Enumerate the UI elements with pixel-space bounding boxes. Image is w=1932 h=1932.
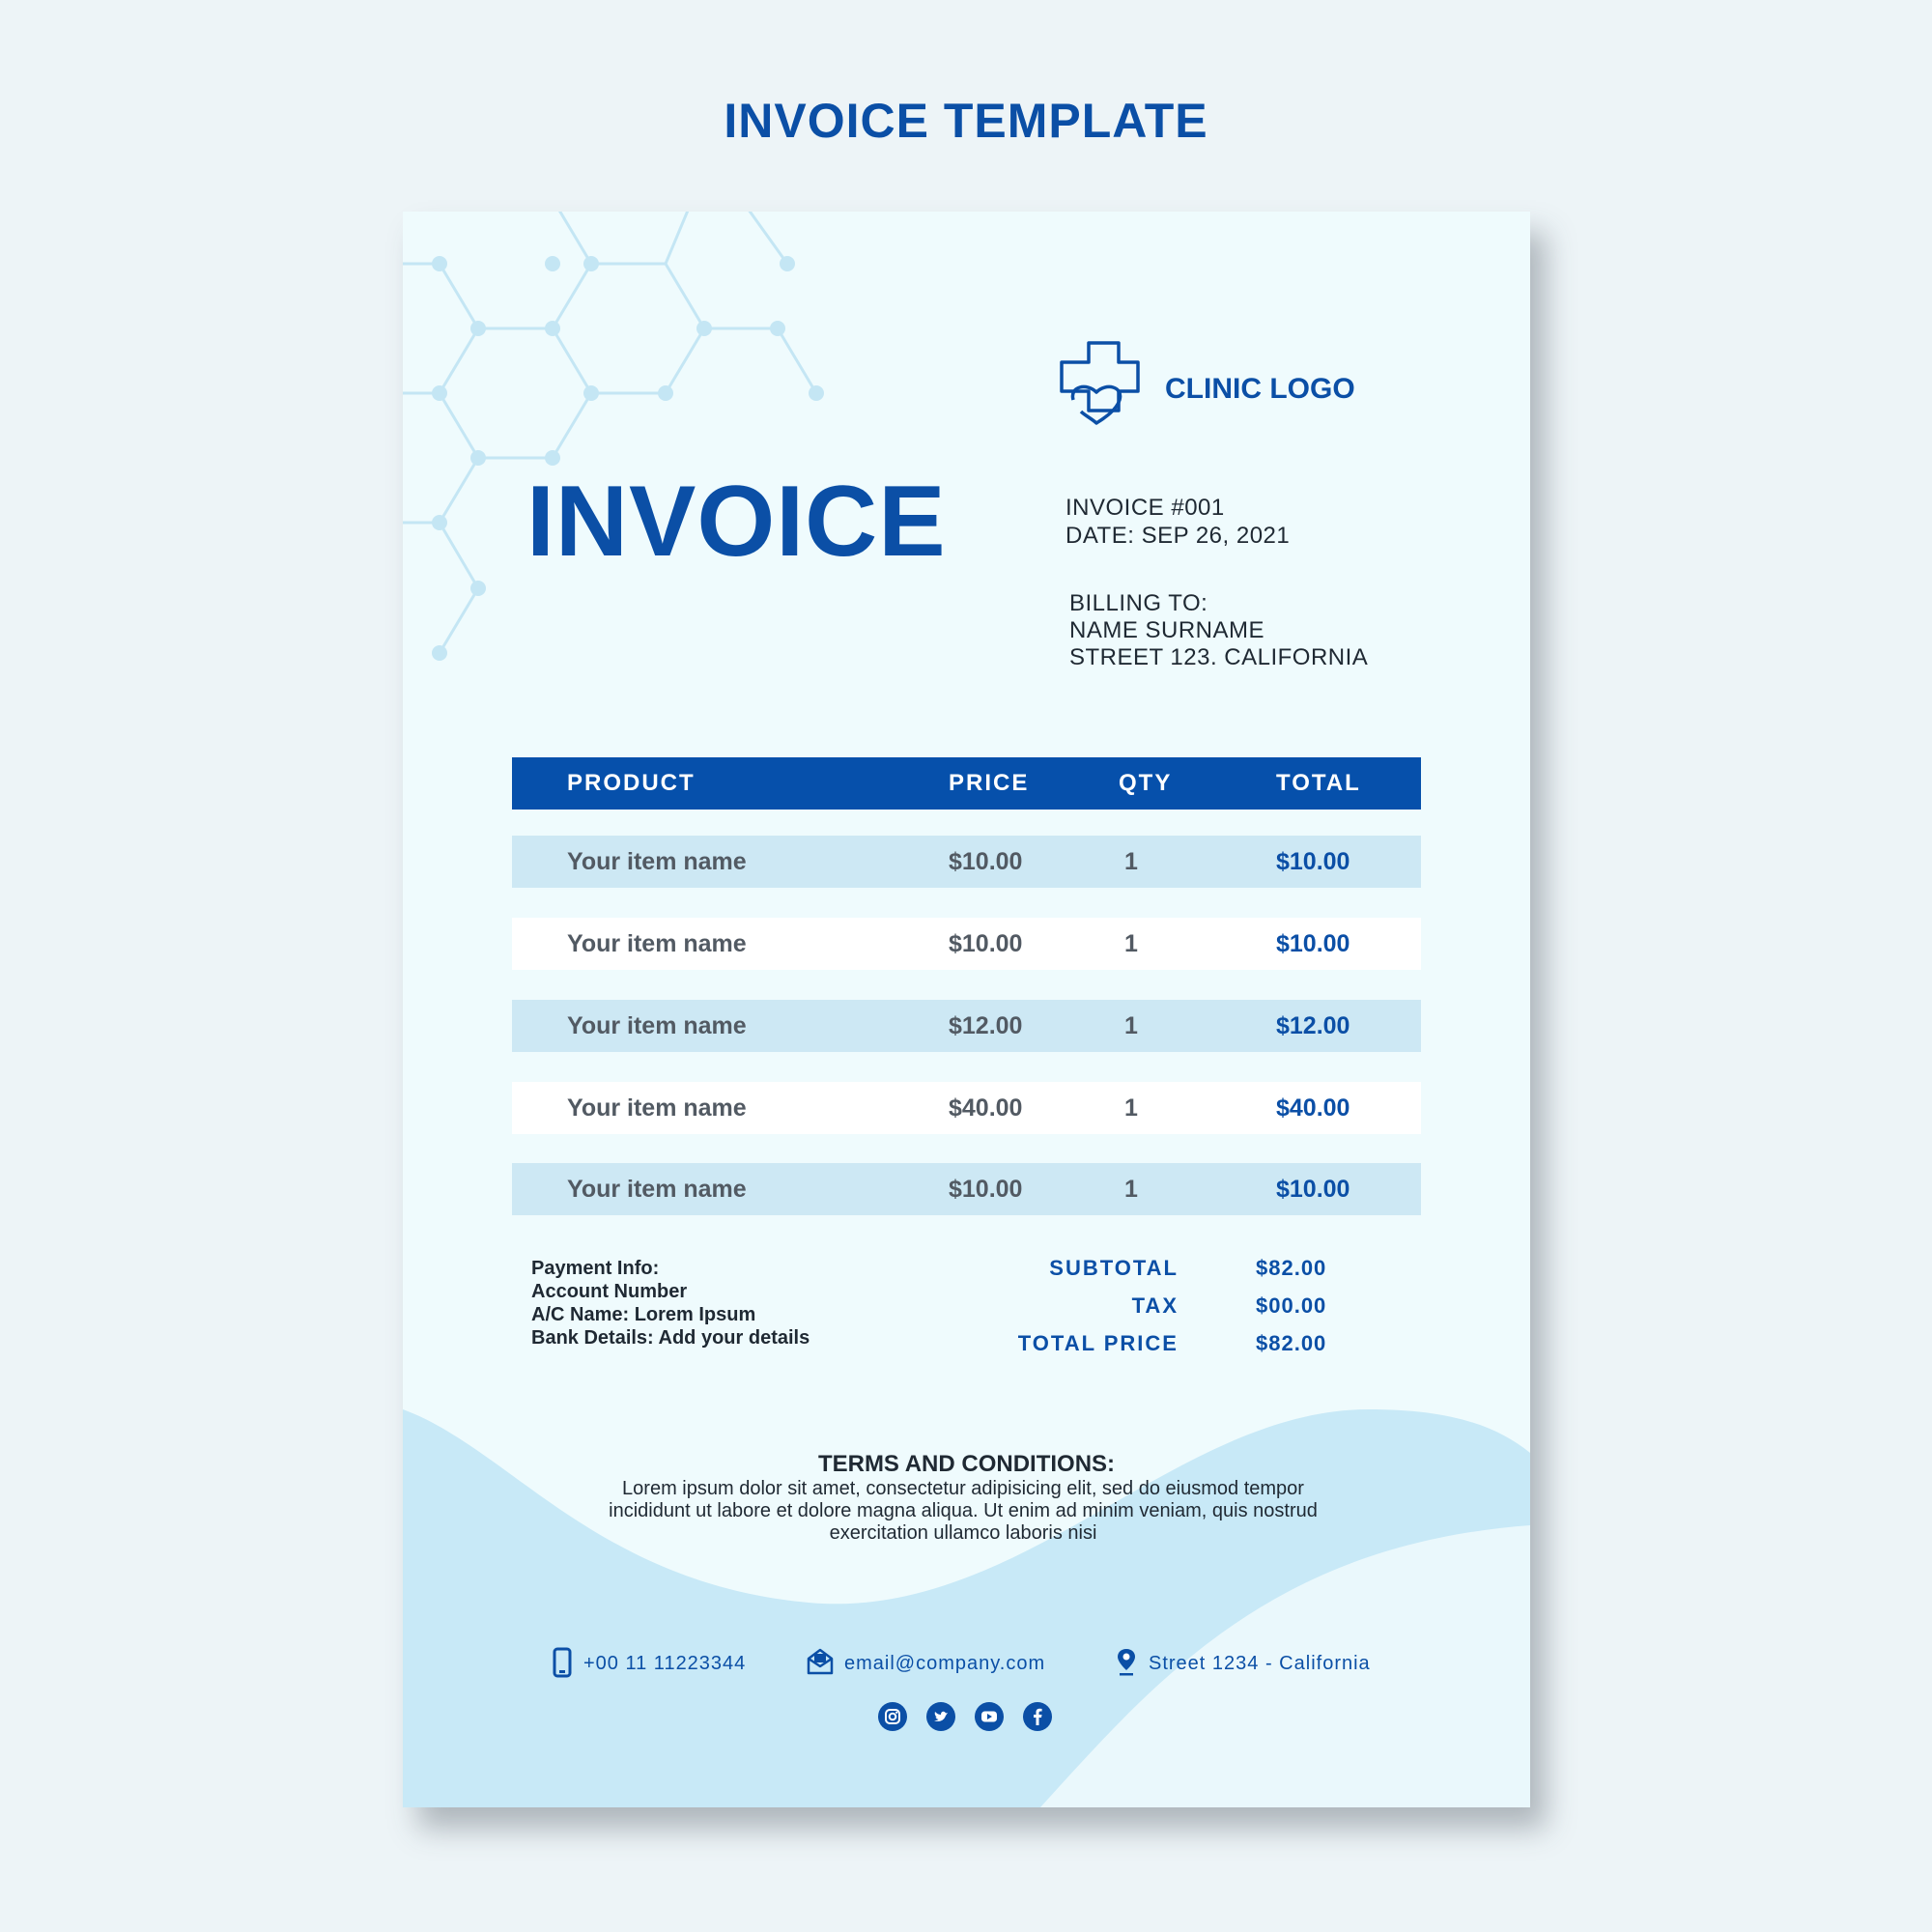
hexagon-pattern — [403, 212, 847, 695]
row-product: Your item name — [567, 930, 747, 957]
billing-address: STREET 123. CALIFORNIA — [1069, 644, 1369, 670]
clinic-logo-text: CLINIC LOGO — [1165, 373, 1355, 405]
invoice-date: DATE: SEP 26, 2021 — [1065, 523, 1291, 549]
table-row — [512, 1000, 1421, 1052]
row-product: Your item name — [567, 1012, 747, 1039]
header-price: PRICE — [949, 770, 1030, 796]
subtotal-label: SUBTOTAL — [1049, 1256, 1179, 1280]
row-total: $10.00 — [1276, 1176, 1350, 1203]
terms-line: exercitation ullamco laboris nisi — [829, 1522, 1097, 1544]
contact-phone[interactable] — [553, 1653, 746, 1675]
table-header — [512, 757, 1421, 810]
invoice-meta — [1065, 494, 1290, 550]
row-price: $40.00 — [949, 1094, 1023, 1122]
youtube-icon[interactable] — [975, 1702, 1004, 1731]
table-row — [512, 836, 1421, 888]
payment-info — [531, 1257, 810, 1350]
email-text: email@company.com — [844, 1653, 1046, 1674]
row-total: $12.00 — [1276, 1012, 1350, 1039]
row-qty: 1 — [1124, 1176, 1138, 1203]
billing-info — [1069, 590, 1368, 671]
row-price: $10.00 — [949, 930, 1023, 957]
table-row — [512, 918, 1421, 970]
payment-label: Payment Info: — [531, 1258, 660, 1279]
address-text: Street 1234 - California — [1149, 1653, 1371, 1674]
invoice-title: INVOICE — [526, 466, 947, 578]
row-product: Your item name — [567, 1094, 747, 1122]
total-price-label: TOTAL PRICE — [1017, 1331, 1179, 1355]
row-total: $40.00 — [1276, 1094, 1350, 1122]
row-price: $10.00 — [949, 1176, 1023, 1203]
row-qty: 1 — [1124, 1094, 1138, 1122]
facebook-icon[interactable] — [1023, 1702, 1052, 1731]
page-title: INVOICE TEMPLATE — [724, 94, 1208, 148]
row-qty: 1 — [1124, 1012, 1138, 1039]
subtotal-value: $82.00 — [1256, 1256, 1327, 1280]
billing-label: BILLING TO: — [1069, 590, 1208, 616]
payment-account: Account Number — [531, 1281, 688, 1302]
payment-bank: Bank Details: Add your details — [531, 1327, 810, 1349]
contact-email[interactable] — [806, 1653, 1045, 1675]
phone-text: +00 11 11223344 — [583, 1653, 747, 1674]
row-total: $10.00 — [1276, 930, 1350, 957]
payment-ac-name: A/C Name: Lorem Ipsum — [531, 1304, 756, 1325]
email-icon — [806, 1647, 835, 1676]
row-price: $10.00 — [949, 848, 1023, 875]
contact-address[interactable] — [1116, 1653, 1371, 1675]
terms-line: incididunt ut labore et dolore magna aliqua. Ut enim ad minim veniam, quis nostrud — [609, 1500, 1318, 1521]
table-row — [512, 1082, 1421, 1134]
header-total: TOTAL — [1276, 770, 1361, 796]
row-product: Your item name — [567, 1176, 747, 1203]
tax-label: TAX — [1131, 1293, 1179, 1318]
terms-line: Lorem ipsum dolor sit amet, consectetur adipisicing elit, sed do eiusmod tempor — [622, 1478, 1304, 1499]
invoice-number: INVOICE #001 — [1065, 495, 1225, 521]
terms-title: TERMS AND CONDITIONS: — [817, 1451, 1116, 1477]
table-row — [512, 1163, 1421, 1215]
twitter-icon[interactable] — [926, 1702, 955, 1731]
row-qty: 1 — [1124, 848, 1138, 875]
header-product: PRODUCT — [567, 770, 696, 796]
row-total: $10.00 — [1276, 848, 1350, 875]
terms-body — [528, 1478, 1398, 1545]
row-product: Your item name — [567, 848, 747, 875]
phone-icon — [553, 1647, 572, 1678]
row-qty: 1 — [1124, 930, 1138, 957]
billing-name: NAME SURNAME — [1069, 617, 1265, 643]
total-price-value: $82.00 — [1256, 1331, 1327, 1355]
instagram-icon[interactable] — [878, 1702, 907, 1731]
location-pin-icon — [1116, 1647, 1137, 1676]
invoice-sheet — [403, 212, 1530, 1807]
row-price: $12.00 — [949, 1012, 1023, 1039]
header-qty: QTY — [1119, 770, 1173, 796]
tax-value: $00.00 — [1256, 1293, 1327, 1318]
